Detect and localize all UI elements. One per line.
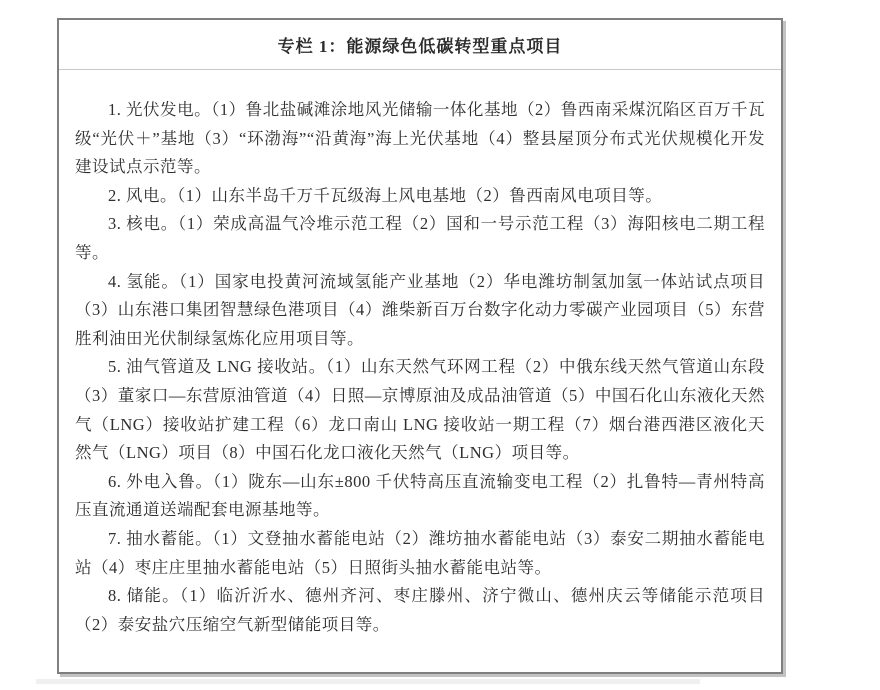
paragraph-solar-power: 1. 光伏发电。（1）鲁北盐碱滩涂地风光储输一体化基地（2）鲁西南采煤沉陷区百万千瓦级“光伏＋”基地（3）“环渤海”“沿黄海”海上光伏基地（4）整县屋顶分布式光伏规模化开发建设试点示范等。 (75, 100, 765, 177)
callout-box-body (59, 70, 781, 639)
paragraph-oil-gas-lng: 5. 油气管道及 LNG 接收站。（1）山东天然气环网工程（2）中俄东线天然气管道山东段（3）董家口—东营原油管道（4）日照—京博原油及成品油管道（5）中国石化山东液化天然气（LNG）接收站扩建工程（6）龙口南山 LNG 接收站一期工程（7）烟台港西港区液化天然气（LNG）项目（8）中国石化龙口液化天然气（LNG）项目等。 (75, 357, 765, 463)
callout-box-energy-projects (57, 18, 783, 674)
paragraph-nuclear-power: 3. 核电。（1）荣成高温气冷堆示范工程（2）国和一号示范工程（3）海阳核电二期工程等。 (75, 214, 765, 262)
paragraph-external-power: 6. 外电入鲁。（1）陇东—山东±800 千伏特高压直流输变电工程（2）扎鲁特—青州特高压直流通道送端配套电源基地等。 (75, 471, 765, 520)
paragraph-pumped-storage: 7. 抽水蓄能。（1）文登抽水蓄能电站（2）潍坊抽水蓄能电站（3）泰安二期抽水蓄能电站（4）枣庄庄里抽水蓄能电站（5）日照街头抽水蓄能电站等。 (75, 528, 765, 577)
box-title: 专栏 1：能源绿色低碳转型重点项目 (277, 37, 563, 56)
paragraph-hydrogen: 4. 氢能。（1）国家电投黄河流域氢能产业基地（2）华电潍坊制氢加氢一体站试点项目（3）山东港口集团智慧绿色港项目（4）潍柴新百万台数字化动力零碳产业园项目（5）东营胜利油田光伏制绿氢炼化应用项目等。 (75, 271, 765, 348)
paragraph-energy-storage: 8. 储能。（1）临沂沂水、德州齐河、枣庄滕州、济宁微山、德州庆云等储能示范项目（2）泰安盐穴压缩空气新型储能项目等。 (75, 586, 765, 634)
paragraph-wind-power: 2. 风电。（1）山东半岛千万千瓦级海上风电基地（2）鲁西南风电项目等。 (108, 185, 663, 205)
callout-box-header (59, 20, 781, 70)
page-edge-shadow (36, 679, 700, 684)
